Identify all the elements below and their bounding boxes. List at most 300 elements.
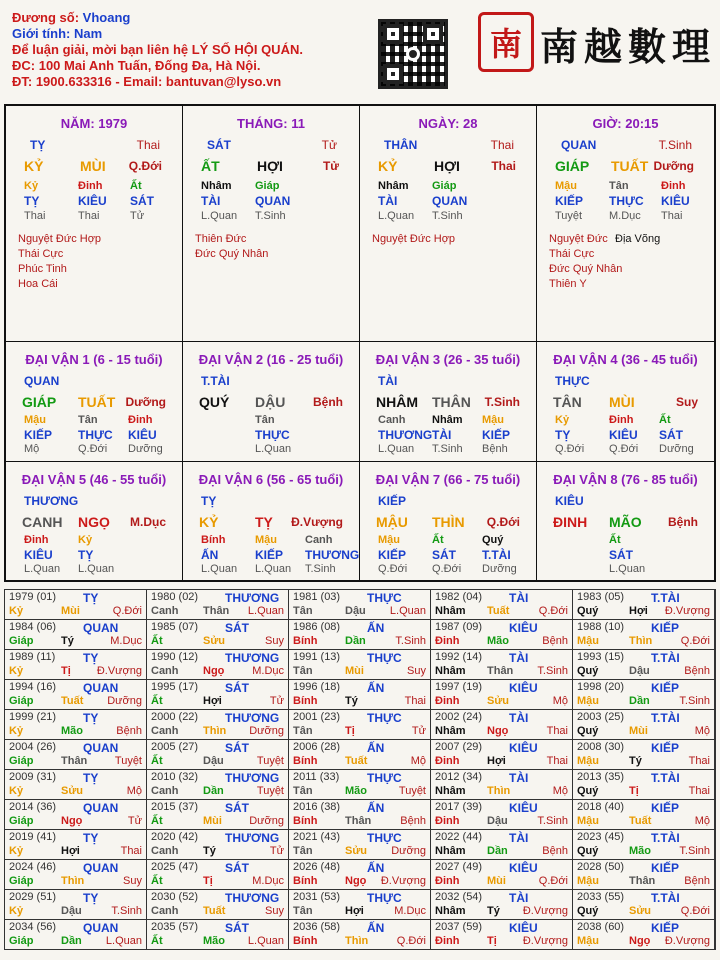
- dai-van-can: TÂN: [553, 394, 582, 410]
- year-chi: Tị: [487, 935, 497, 947]
- year-can: Kỷ: [9, 905, 24, 917]
- dai-van-star: T.TÀI: [201, 374, 230, 388]
- special-star: Nguyệt Đức: [549, 233, 608, 245]
- year-cell: [573, 860, 715, 890]
- year-chi: Dậu: [203, 755, 224, 767]
- year-stage: T.Sinh: [111, 905, 142, 917]
- year-chi: Dần: [487, 845, 508, 857]
- year-chi: Dậu: [61, 905, 82, 917]
- year-cell: [5, 710, 147, 740]
- hidden-stem: Đinh: [128, 414, 153, 426]
- year-can: Đinh: [435, 815, 460, 827]
- owner-name: Vhoang: [82, 10, 131, 25]
- year-chi: Mùi: [487, 875, 506, 887]
- year-label: 2037 (59): [435, 921, 483, 933]
- dai-van-right: Q.Đới: [486, 515, 520, 529]
- hidden-stem: Canh: [305, 534, 333, 546]
- hidden-stem: Bính: [201, 534, 226, 546]
- year-chi: Mão: [345, 785, 367, 797]
- dai-van-cell: [183, 342, 360, 462]
- year-cell: [431, 770, 573, 800]
- year-label: 2018 (40): [577, 801, 625, 813]
- year-chi: Tuất: [487, 605, 510, 617]
- year-can: Mậu: [577, 815, 599, 827]
- year-chi: Mùi: [345, 665, 364, 677]
- year-cell: [5, 620, 147, 650]
- dai-van-can: CANH: [22, 514, 63, 530]
- year-cell: [431, 590, 573, 620]
- special-star-2: Địa Võng: [615, 233, 661, 245]
- year-label: 2026 (48): [293, 861, 341, 873]
- seal-text: 南: [489, 25, 522, 63]
- year-god: ẤN: [367, 621, 385, 635]
- year-label: 1986 (08): [293, 621, 341, 633]
- year-cell: [289, 650, 431, 680]
- year-god: KIÊU: [509, 741, 538, 755]
- year-label: 1989 (11): [9, 651, 56, 663]
- year-can: Kỷ: [9, 665, 24, 677]
- year-stage: Thai: [546, 725, 568, 737]
- special-star: Đức Quý Nhân: [549, 263, 623, 275]
- year-god: TỴ: [83, 891, 99, 905]
- year-label: 2028 (50): [577, 861, 625, 873]
- year-stage: Q.Đới: [112, 605, 142, 617]
- year-cell: [573, 620, 715, 650]
- year-cell: [147, 620, 289, 650]
- year-god: KIẾP: [651, 621, 680, 635]
- year-god: KIẾP: [651, 681, 680, 695]
- dai-van-title: ĐẠI VẬN 3 (26 - 35 tuổi): [375, 352, 521, 367]
- year-can: Ất: [151, 815, 163, 827]
- life-stage: M.Dục: [609, 210, 641, 222]
- year-cell: [289, 890, 431, 920]
- pillar-cell: [183, 106, 360, 342]
- year-chi: Hợi: [345, 905, 364, 917]
- pillar-star: SÁT: [207, 138, 231, 152]
- year-can: Kỷ: [9, 605, 24, 617]
- life-stage: L.Quan: [201, 210, 238, 222]
- year-cell: [147, 680, 289, 710]
- year-chi: Tý: [345, 695, 358, 707]
- year-god: THƯƠNG: [225, 831, 280, 845]
- year-god: ẤN: [367, 741, 385, 755]
- pillar-cell: [537, 106, 715, 342]
- year-cell: [147, 860, 289, 890]
- year-stage: L.Quan: [105, 935, 142, 947]
- year-can: Nhâm: [435, 905, 466, 917]
- year-label: 1982 (04): [435, 591, 483, 603]
- god-label: SÁT: [432, 548, 456, 562]
- pillar-can: GIÁP: [555, 158, 590, 174]
- year-stage: Đ.Vượng: [522, 935, 568, 947]
- year-cell: [431, 890, 573, 920]
- year-god: KIÊU: [509, 681, 538, 695]
- year-cell: [431, 650, 573, 680]
- year-stage: Q.Đới: [538, 875, 568, 887]
- pillar-right: Tử: [322, 159, 339, 173]
- dai-van-chi: TỴ: [255, 514, 273, 530]
- life-stage: Q.Đới: [609, 443, 639, 455]
- special-star: Đức Quý Nhân: [195, 248, 269, 260]
- year-god: KIÊU: [509, 801, 538, 815]
- year-chi: Sửu: [487, 695, 510, 707]
- life-stage: T.Sinh: [432, 210, 463, 222]
- god-label: KIÊU: [78, 194, 107, 208]
- life-stage: L.Quan: [201, 563, 238, 575]
- dai-van-star: KIẾP: [378, 494, 407, 508]
- year-god: THỰC: [367, 831, 402, 845]
- life-stage: Dưỡng: [482, 563, 517, 575]
- life-stage: L.Quan: [378, 210, 415, 222]
- dai-van-right: Suy: [675, 395, 698, 409]
- year-label: 1990 (12): [151, 651, 199, 663]
- year-chi: Mùi: [61, 605, 80, 617]
- phone-email-line: ĐT: 1900.633316 - Email: bantuvan@lyso.vn: [12, 74, 282, 89]
- dai-van-can: ĐINH: [553, 514, 588, 530]
- dai-van-cell: [6, 462, 183, 582]
- year-stage: Tuyệt: [256, 755, 284, 767]
- life-stage: Thai: [24, 210, 46, 222]
- year-stage: Q.Đới: [680, 905, 710, 917]
- year-stage: Tử: [269, 695, 284, 707]
- year-can: Bính: [293, 755, 318, 767]
- hidden-stem: Nhâm: [432, 414, 463, 426]
- year-stage: Dưỡng: [391, 845, 426, 857]
- year-stage: Mộ: [126, 785, 142, 797]
- year-chi: Ngọ: [629, 935, 651, 947]
- year-cell: [5, 920, 147, 950]
- year-can: Quý: [577, 605, 599, 617]
- year-chi: Mão: [487, 635, 509, 647]
- year-can: Bính: [293, 815, 318, 827]
- contact-line: Để luận giải, mời bạn liên hệ LÝ SỐ HỘI QUÁN.: [12, 42, 303, 57]
- year-cell: [289, 800, 431, 830]
- year-can: Tân: [293, 845, 313, 857]
- special-star: Phúc Tinh: [18, 263, 67, 275]
- pillar-right: Thai: [491, 159, 516, 173]
- year-label: 2015 (37): [151, 801, 199, 813]
- dai-van-title: ĐẠI VẬN 8 (76 - 85 tuổi): [553, 472, 698, 487]
- dai-van-chi: NGỌ: [78, 514, 110, 530]
- god-label: TÀI: [201, 194, 221, 208]
- year-label: 2029 (51): [9, 891, 57, 903]
- dai-van-title: ĐẠI VẬN 2 (16 - 25 tuổi): [198, 352, 344, 367]
- year-god: QUAN: [83, 741, 119, 755]
- dai-van-chi: MÙI: [609, 394, 635, 410]
- hidden-stem: Ất: [432, 534, 444, 546]
- life-stage: L.Quan: [378, 443, 415, 455]
- year-label: 2023 (45): [577, 831, 625, 843]
- year-label: 2008 (30): [577, 741, 625, 753]
- year-cell: [147, 650, 289, 680]
- year-chi: Tý: [61, 635, 74, 647]
- year-stage: L.Quan: [247, 605, 284, 617]
- year-cell: [573, 800, 715, 830]
- year-god: TÀI: [509, 831, 529, 845]
- year-cell: [5, 800, 147, 830]
- hidden-stem: Đinh: [24, 534, 49, 546]
- year-label: 1991 (13): [293, 651, 341, 663]
- year-stage: Bệnh: [116, 725, 142, 737]
- year-can: Ất: [151, 755, 163, 767]
- year-label: 1985 (07): [151, 621, 199, 633]
- god-label: KIÊU: [609, 428, 638, 442]
- year-label: 2034 (56): [9, 921, 57, 933]
- year-god: THƯƠNG: [225, 771, 280, 785]
- pillar-right: Dưỡng: [653, 159, 694, 173]
- year-label: 1992 (14): [435, 651, 483, 663]
- year-chi: Dần: [203, 785, 224, 797]
- year-god: ẤN: [367, 801, 385, 815]
- year-god: THƯƠNG: [225, 891, 280, 905]
- year-chi: Tị: [345, 725, 355, 737]
- year-label: 2007 (29): [435, 741, 483, 753]
- year-can: Giáp: [9, 635, 34, 647]
- year-can: Giáp: [9, 935, 34, 947]
- god-label: THỰC: [609, 194, 644, 208]
- year-chi: Ngọ: [203, 665, 225, 677]
- year-cell: [573, 680, 715, 710]
- year-chi: Ngọ: [345, 875, 367, 887]
- year-cell: [289, 830, 431, 860]
- year-can: Giáp: [9, 755, 34, 767]
- year-stage: Mộ: [410, 755, 426, 767]
- year-label: 1997 (19): [435, 681, 483, 693]
- year-stage: Đ.Vượng: [664, 935, 710, 947]
- dai-van-cell: [360, 342, 537, 462]
- year-can: Canh: [151, 845, 179, 857]
- year-can: Ất: [151, 875, 163, 887]
- year-chi: Tuất: [61, 695, 84, 707]
- god-label: KIẾP: [378, 548, 407, 562]
- year-god: TÀI: [509, 711, 529, 725]
- year-stage: T.Sinh: [537, 815, 568, 827]
- year-stage: Q.Đới: [396, 935, 426, 947]
- hidden-stem: Kỷ: [24, 180, 39, 192]
- year-god: SÁT: [225, 801, 249, 815]
- hidden-stem: Giáp: [255, 180, 280, 192]
- year-label: 1981 (03): [293, 591, 341, 603]
- dai-van-chi: TUẤT: [78, 394, 116, 410]
- year-can: Tân: [293, 665, 313, 677]
- year-god: THƯƠNG: [225, 651, 280, 665]
- year-stage: Bệnh: [542, 635, 568, 647]
- dai-van-cell: [360, 462, 537, 582]
- year-cell: [147, 920, 289, 950]
- year-label: 1984 (06): [9, 621, 57, 633]
- year-can: Canh: [151, 605, 179, 617]
- dai-van-star: TỴ: [201, 494, 217, 508]
- year-stage: Thai: [688, 755, 710, 767]
- hidden-stem: Ất: [130, 180, 142, 192]
- hidden-stem: Đinh: [609, 414, 634, 426]
- dai-van-chi: THÌN: [432, 514, 465, 530]
- year-stage: Mộ: [694, 815, 710, 827]
- year-label: 2011 (33): [293, 771, 340, 783]
- year-chi: Thân: [487, 665, 514, 677]
- year-cell: [5, 890, 147, 920]
- year-can: Nhâm: [435, 845, 466, 857]
- god-label: KIÊU: [128, 428, 157, 442]
- year-chi: Dậu: [629, 665, 650, 677]
- year-label: 2033 (55): [577, 891, 625, 903]
- dai-van-title: ĐẠI VẬN 4 (36 - 45 tuổi): [553, 352, 698, 367]
- year-god: KIÊU: [509, 621, 538, 635]
- year-stage: Thai: [120, 845, 142, 857]
- year-god: KIẾP: [651, 921, 680, 935]
- special-star: Nguyệt Đức Hợp: [372, 233, 456, 245]
- year-cell: [431, 680, 573, 710]
- life-stage: Q.Đới: [78, 443, 108, 455]
- year-god: THƯƠNG: [225, 591, 280, 605]
- special-star: Thiên Y: [549, 278, 587, 290]
- year-stage: Suy: [123, 875, 142, 887]
- year-god: KIẾP: [651, 801, 680, 815]
- year-cell: [573, 770, 715, 800]
- dai-van-star: KIÊU: [555, 494, 584, 508]
- year-stage: M.Dục: [252, 875, 284, 887]
- pillar-cell: [6, 106, 183, 342]
- hidden-stem: Kỷ: [78, 534, 93, 546]
- year-can: Mậu: [577, 695, 599, 707]
- year-label: 1993 (15): [577, 651, 625, 663]
- year-stage: Đ.Vượng: [96, 665, 142, 677]
- year-label: 2017 (39): [435, 801, 483, 813]
- year-god: SÁT: [225, 861, 249, 875]
- year-label: 2012 (34): [435, 771, 483, 783]
- year-chi: Sửu: [203, 635, 226, 647]
- year-stage: Suy: [407, 665, 426, 677]
- year-chi: Hợi: [487, 755, 506, 767]
- life-stage: Tuyệt: [555, 210, 583, 222]
- year-chi: Tý: [629, 755, 642, 767]
- year-label: 1994 (16): [9, 681, 57, 693]
- dai-van-chi: MÃO: [609, 514, 642, 530]
- year-chi: Sửu: [629, 905, 652, 917]
- life-stage: Dưỡng: [659, 443, 694, 455]
- god-label: TÀI: [432, 428, 452, 442]
- dai-van-title: ĐẠI VẬN 6 (56 - 65 tuổi): [198, 472, 344, 487]
- year-cell: [147, 590, 289, 620]
- year-chi: Thìn: [487, 785, 511, 797]
- dai-van-cell: [537, 342, 715, 462]
- year-cell: [431, 830, 573, 860]
- year-god: THƯƠNG: [225, 711, 280, 725]
- year-stage: Q.Đới: [538, 605, 568, 617]
- year-label: 2024 (46): [9, 861, 57, 873]
- year-cell: [289, 920, 431, 950]
- year-chi: Dần: [629, 695, 650, 707]
- year-can: Nhâm: [435, 785, 466, 797]
- year-can: Canh: [151, 785, 179, 797]
- god-label: SÁT: [130, 194, 154, 208]
- year-can: Quý: [577, 665, 599, 677]
- dai-van-can: NHÂM: [376, 394, 418, 410]
- god-label: T.TÀI: [482, 548, 511, 562]
- dai-van-can: GIÁP: [22, 394, 57, 410]
- year-god: SÁT: [225, 741, 249, 755]
- god-label: SÁT: [609, 548, 633, 562]
- year-stage: Dưỡng: [107, 695, 142, 707]
- year-cell: [573, 650, 715, 680]
- dai-van-star: TÀI: [378, 374, 398, 388]
- year-label: 2020 (42): [151, 831, 199, 843]
- year-cell: [147, 740, 289, 770]
- year-chi: Tuất: [345, 755, 368, 767]
- year-label: 2035 (57): [151, 921, 199, 933]
- year-stage: Dưỡng: [249, 815, 284, 827]
- year-cell: [573, 890, 715, 920]
- year-god: QUAN: [83, 621, 119, 635]
- year-chi: Hợi: [61, 845, 80, 857]
- year-stage: Mộ: [552, 785, 568, 797]
- address-line: ĐC: 100 Mai Anh Tuấn, Đống Đa, Hà Nội.: [12, 58, 261, 73]
- god-label: KIẾP: [555, 194, 584, 208]
- life-stage: Q.Đới: [378, 563, 408, 575]
- dai-van-right: T.Sinh: [484, 395, 520, 409]
- pillar-star: THÂN: [384, 138, 418, 152]
- year-cell: [147, 800, 289, 830]
- year-cell: [147, 710, 289, 740]
- year-cell: [573, 710, 715, 740]
- god-label: KIÊU: [661, 194, 690, 208]
- year-cell: [289, 860, 431, 890]
- year-god: T.TÀI: [651, 591, 680, 605]
- god-label: TỴ: [555, 428, 571, 442]
- year-god: QUAN: [83, 681, 119, 695]
- hidden-stem: Đinh: [78, 180, 103, 192]
- hidden-stem: Canh: [378, 414, 406, 426]
- hidden-stem: Tân: [255, 414, 275, 426]
- pillar-chi: TUẤT: [611, 158, 649, 174]
- year-god: THỰC: [367, 891, 402, 905]
- year-chi: Hợi: [203, 695, 222, 707]
- year-god: QUAN: [83, 801, 119, 815]
- dai-van-chi: DẬU: [255, 394, 286, 410]
- dai-van-right: Dưỡng: [125, 395, 166, 409]
- dai-van-cell: [6, 342, 183, 462]
- life-stage: Q.Đới: [432, 563, 462, 575]
- year-label: 2006 (28): [293, 741, 341, 753]
- year-label: 2014 (36): [9, 801, 57, 813]
- year-can: Kỷ: [9, 785, 24, 797]
- year-chi: Tý: [487, 905, 500, 917]
- owner-label: Đương số:: [12, 10, 80, 25]
- year-cell: [431, 620, 573, 650]
- year-stage: M.Dục: [110, 635, 142, 647]
- year-can: Nhâm: [435, 725, 466, 737]
- year-god: T.TÀI: [651, 651, 680, 665]
- year-god: TỴ: [83, 651, 99, 665]
- year-can: Canh: [151, 905, 179, 917]
- year-chi: Sửu: [345, 845, 368, 857]
- year-god: TỴ: [83, 771, 99, 785]
- god-label: QUAN: [432, 194, 468, 208]
- year-god: T.TÀI: [651, 831, 680, 845]
- year-label: 2010 (32): [151, 771, 199, 783]
- year-can: Mậu: [577, 755, 599, 767]
- year-cell: [5, 590, 147, 620]
- year-label: 2025 (47): [151, 861, 199, 873]
- year-can: Mậu: [577, 635, 599, 647]
- year-stage: Suy: [265, 905, 284, 917]
- year-chi: Tuất: [203, 905, 226, 917]
- year-chi: Thìn: [629, 635, 653, 647]
- year-stage: Tử: [127, 815, 142, 827]
- year-can: Mậu: [577, 875, 599, 887]
- year-label: 2000 (22): [151, 711, 199, 723]
- year-chi: Thân: [203, 605, 230, 617]
